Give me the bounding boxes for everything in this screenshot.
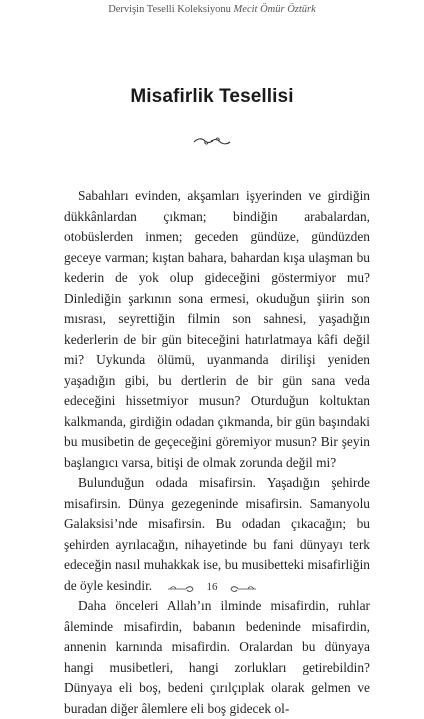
body-text (64, 186, 370, 719)
paragraph: Sabahları evinden, akşamları işyerinden ve girdiğin dükkânlardan çıkman; bindiğin arabalardan, otobüslerden inmen; geceden gündüze, gündüzden geceye varman; kıştan bahara, bahardan kışa ulaşman bu kederin de yok olup gideceğini göstermiyor mu? Dinlediğin şarkının sona ermesi, okuduğun şiirin son mısrası, seyrettiğin filmin son sahnesi, yaşadığın kederlerin de bir gün biteceğini hatırlatmaya kâfi değil mi? Uykunda ölümü, uyanmanda dirilişi yeniden yaşadığın gibi, bu dertlerin de bir gün sana veda edeceğini hissetmiyor musun? Oturduğun koltuktan kalkmanda, girdiğin odadan çıkmanda, bir gün başındaki bu musibetin de geçeceğini göremiyor musun? Bir şeyin başlangıcı varsa, bitişi de olmak zorunda değil mi? (64, 188, 370, 470)
page-footer (0, 583, 424, 597)
swirl-ornament-icon (192, 136, 232, 148)
running-header (0, 4, 424, 15)
swirl-rule-icon (166, 583, 196, 595)
chapter-title: Misafirlik Tesellisi (130, 86, 294, 107)
author-name: Mecit Ömür Öztürk (233, 4, 316, 15)
page-number: 16 (206, 581, 218, 593)
paragraph: Bulunduğun odada misafirsin. Yaşadığın şehirde misafirsin. Dünya gezegeninde misafirsin. Samanyolu Galaksisi’nde misafirsin. Bu odadan çıkacağın; bu şehirden ayrılacağın, nihayetinde bu fani dünyayı terk edeceğin nasıl muhakkak ise, bu musibetteki misafirliğin de öyle kesindir. (64, 475, 370, 593)
paragraph: Daha önceleri Allah’ın ilminde misafirdin, ruhlar âleminde misafirdin, babanın bedeninde misafirdin, annenin karnında misafirdin. Oralardan bu dünyaya hangi musibetleri, hangi zorlukları getirebildin? Dünyaya eli boş, bedeni çırılçıplak olarak gelmen ve buradan diğer âlemlere eli boş gidecek ol- (64, 598, 370, 716)
book-title: Dervişin Teselli Koleksiyonu (108, 4, 231, 15)
swirl-rule-icon (228, 583, 258, 595)
